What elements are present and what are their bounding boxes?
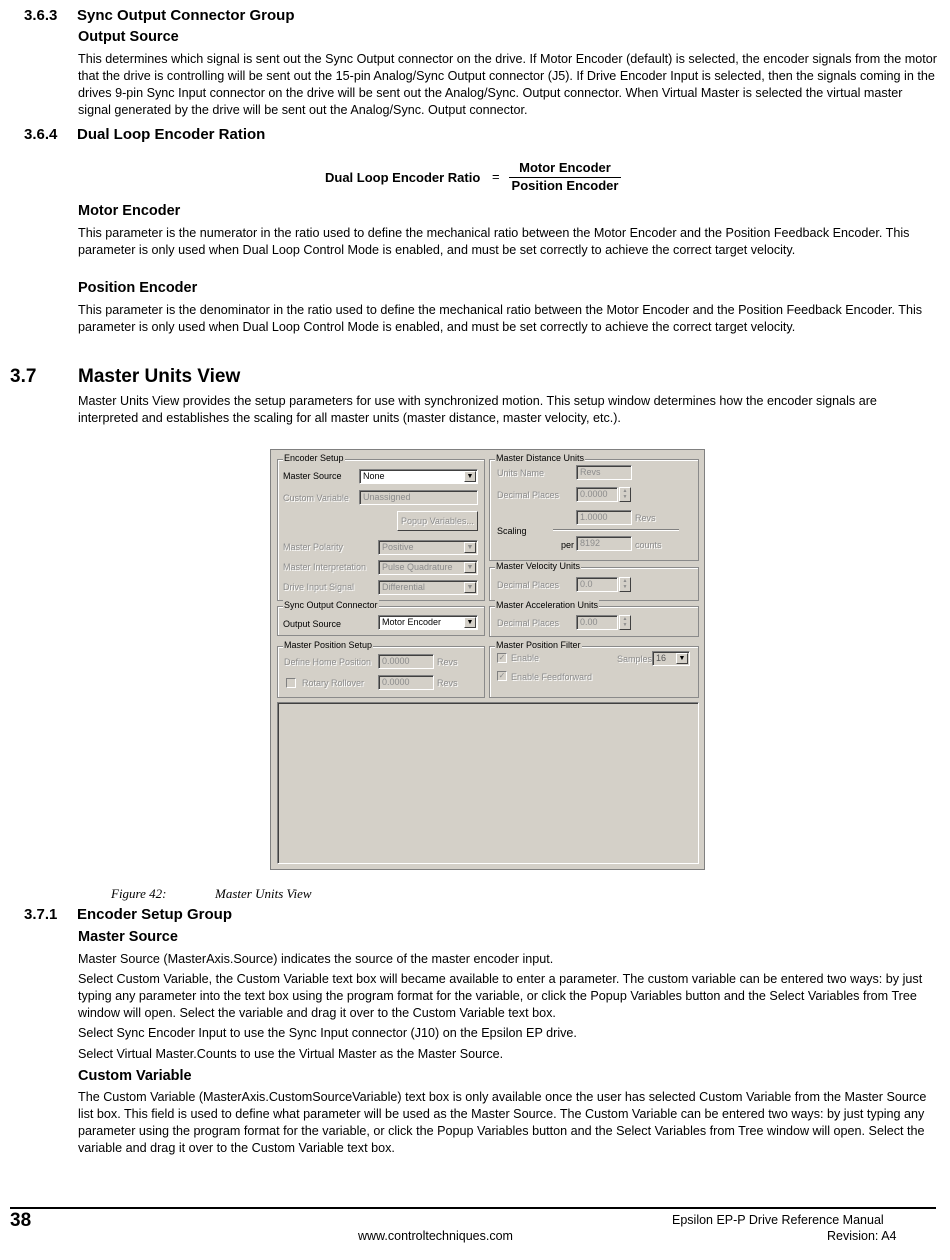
master-source-label: Master Source <box>283 471 342 481</box>
group-title: Sync Output Connector <box>284 600 378 610</box>
rotary-rollover-unit: Revs <box>437 678 458 688</box>
subheading-motor-encoder: Motor Encoder <box>78 203 181 219</box>
enable-label: Enable <box>511 653 540 663</box>
paragraph: This parameter is the denominator in the ratio used to define the mechanical ratio between the Motor Encoder and the Position Feedback Encoder. This parameter is only used when Dual Loop Control Mode is enabled, and must be set correctly to achieve the correct target velocity. <box>78 303 923 334</box>
master-polarity-select[interactable] <box>378 540 478 555</box>
master-source-value: None <box>363 471 385 481</box>
custom-variable-label: Custom Variable <box>283 493 349 503</box>
rotary-rollover-label: Rotary Rollover <box>302 678 365 688</box>
master-units-view-dialog <box>270 449 705 870</box>
rotary-rollover-checkbox[interactable] <box>286 678 296 688</box>
enable-feedforward-checkbox[interactable]: ✓ <box>498 671 506 680</box>
define-home-position-label: Define Home Position <box>284 657 372 667</box>
section-number: 3.6.3 <box>24 7 58 24</box>
paragraph: This parameter is the numerator in the ratio used to define the mechanical ratio between the Motor Encoder and the Position Feedback Encoder. This parameter is only used when Dual Loop Control Mode is enabled, and must be set correctly to achieve the correct target velocity. <box>78 226 910 257</box>
units-name-label: Units Name <box>497 468 545 478</box>
paragraph: Select Sync Encoder Input to use the Sync Input connector (J10) on the Epsilon EP drive. <box>78 1026 577 1040</box>
formula-denominator: Position Encoder <box>511 178 619 193</box>
figure-label: Figure 42: <box>111 886 167 901</box>
scaling-revs-field[interactable]: 1.0000 <box>576 510 632 525</box>
empty-panel <box>277 702 699 864</box>
acceleration-decimal-places-field[interactable]: 0.00 <box>576 615 618 630</box>
formula-label: Dual Loop Encoder Ratio <box>325 170 481 185</box>
footer-rule <box>10 1207 936 1209</box>
paragraph: Master Source (MasterAxis.Source) indicates the source of the master encoder input. <box>78 952 554 966</box>
scaling-counts-unit: counts <box>635 540 662 550</box>
master-polarity-label: Master Polarity <box>283 542 344 552</box>
page-number: 38 <box>10 1210 32 1231</box>
formula-equals: = <box>492 169 500 184</box>
master-source-select[interactable] <box>359 469 478 484</box>
section-number: 3.7 <box>10 366 37 387</box>
master-polarity-value: Positive <box>382 542 414 552</box>
output-source-label: Output Source <box>283 619 342 629</box>
section-heading: Sync Output Connector Group <box>77 7 295 24</box>
samples-select[interactable] <box>652 651 690 666</box>
group-title: Master Velocity Units <box>496 561 581 571</box>
section-heading: Encoder Setup Group <box>77 906 233 923</box>
spinner-icon[interactable]: ▲ ▼ <box>619 615 631 630</box>
scaling-counts-field[interactable]: 8192 <box>576 536 632 551</box>
spinner-icon[interactable]: ▲ ▼ <box>619 577 631 592</box>
per-label: per <box>561 540 575 550</box>
paragraph: Select Virtual Master.Counts to use the Virtual Master as the Master Source. <box>78 1047 504 1061</box>
spinner-icon[interactable]: ▲ ▼ <box>619 487 631 502</box>
paragraph: This determines which signal is sent out the Sync Output connector on the drive. If Motor Encoder (default) is selected, the encoder signals from the motor that the drive is controlling will be sent out the 15-pin Analog/Sync Output connector (J5). If Drive Encoder Input is selected, then the signals coming in the drives 9-pin Sync Input connector on the drive will be sent out the Analog/Sync. Output connector. When Virtual Master is selected the virtual master signal generated by the drive will be sent out the Analog/Sync. Output connector. <box>78 52 937 117</box>
group-title: Master Position Setup <box>284 640 373 650</box>
master-interpretation-select[interactable] <box>378 560 478 575</box>
chevron-down-icon[interactable]: ▼ <box>464 582 476 593</box>
chevron-down-icon[interactable]: ▼ <box>464 471 476 482</box>
output-source-select[interactable] <box>378 615 478 630</box>
scaling-revs-unit: Revs <box>635 513 656 523</box>
section-number: 3.6.4 <box>24 126 58 143</box>
group-title: Master Distance Units <box>496 453 585 463</box>
rotary-rollover-field[interactable]: 0.0000 <box>378 675 434 690</box>
output-source-value: Motor Encoder <box>382 617 442 627</box>
scaling-divider <box>553 529 679 531</box>
master-interpretation-label: Master Interpretation <box>283 562 367 572</box>
paragraph: Master Units View provides the setup parameters for use with synchronized motion. This setup window determines how the encoder signals are interpreted and establishes the scaling for all master units (master distance, master velocity, etc.). <box>78 394 877 425</box>
subheading-master-source: Master Source <box>78 929 178 945</box>
custom-variable-field[interactable]: Unassigned <box>359 490 478 505</box>
chevron-down-icon[interactable]: ▼ <box>464 562 476 573</box>
chevron-down-icon[interactable]: ▼ <box>464 542 476 553</box>
group-title: Master Position Filter <box>496 640 581 650</box>
enable-checkbox[interactable]: ✓ <box>498 653 506 662</box>
formula-numerator: Motor Encoder <box>519 160 611 175</box>
group-title: Encoder Setup <box>284 453 344 463</box>
acceleration-decimal-places-label: Decimal Places <box>497 618 560 628</box>
group-title: Master Acceleration Units <box>496 600 599 610</box>
chevron-down-icon[interactable]: ▼ <box>464 617 476 628</box>
paragraph: The Custom Variable (MasterAxis.CustomSourceVariable) text box is only available once the user has selected Custom Variable from the Master Source list box. This field is used to define what parameter will be used as the Master Source. The Custom Variable can be entered two ways: by just typing any parameter using the program format for the variable, or click the Popup Variables button and the Select Variables from Tree window will open. Select the variable and drag it over to the Custom Variable text box. <box>78 1090 927 1155</box>
units-name-field[interactable]: Revs <box>576 465 632 480</box>
section-number: 3.7.1 <box>24 906 58 923</box>
figure-title: Master Units View <box>215 886 312 901</box>
subheading-position-encoder: Position Encoder <box>78 280 198 296</box>
velocity-decimal-places-label: Decimal Places <box>497 580 560 590</box>
subheading-custom-variable: Custom Variable <box>78 1068 192 1084</box>
enable-feedforward-label: Enable Feedforward <box>511 672 593 682</box>
master-interpretation-value: Pulse Quadrature <box>382 562 453 572</box>
footer-url: www.controltechniques.com <box>358 1229 513 1243</box>
popup-variables-button[interactable]: Popup Variables... <box>397 511 478 531</box>
define-home-unit: Revs <box>437 657 458 667</box>
decimal-places-label: Decimal Places <box>497 490 560 500</box>
drive-input-signal-value: Differential <box>382 582 425 592</box>
section-heading: Dual Loop Encoder Ration <box>77 126 266 143</box>
decimal-places-field[interactable]: 0.0000 <box>576 487 618 502</box>
samples-value: 16 <box>656 653 667 663</box>
section-heading: Master Units View <box>78 366 241 387</box>
drive-input-signal-select[interactable] <box>378 580 478 595</box>
paragraph: Select Custom Variable, the Custom Variable text box will became available to enter a parameter. The custom variable can be entered two ways: by just typing any parameter into the text box using the program format for the variable, or click the Popup Variables button and the Select Variables from Tree window will open. Select the variable and drag it over to the Custom Variable text box. <box>78 972 923 1020</box>
samples-label: Samples <box>617 654 653 664</box>
revision: Revision: A4 <box>827 1229 897 1243</box>
scaling-label: Scaling <box>497 526 527 536</box>
velocity-decimal-places-field[interactable]: 0.0 <box>576 577 618 592</box>
drive-input-signal-label: Drive Input Signal <box>283 582 355 592</box>
chevron-down-icon[interactable]: ▼ <box>676 653 688 664</box>
manual-title: Epsilon EP-P Drive Reference Manual <box>672 1213 884 1227</box>
subheading-output-source: Output Source <box>78 29 179 45</box>
define-home-position-field[interactable]: 0.0000 <box>378 654 434 669</box>
